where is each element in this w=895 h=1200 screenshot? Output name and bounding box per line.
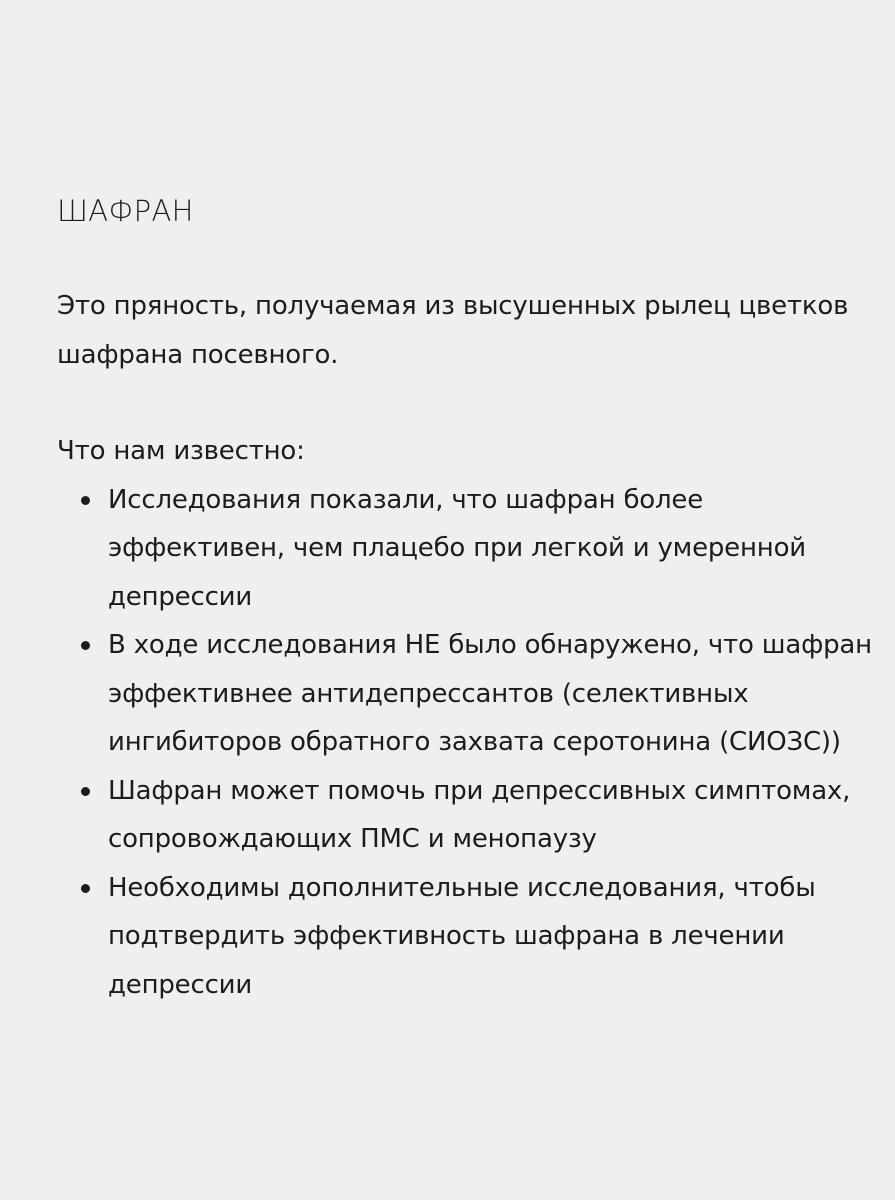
fact-item xyxy=(57,767,877,864)
bullet-icon xyxy=(81,496,90,505)
fact-text: В ходе исследования НЕ было обнаружено, что шафран эффективнее антидепрессантов (селективных ингибиторов обратного захвата серотонина (СИОЗС)) xyxy=(108,630,872,757)
bullet-icon xyxy=(81,787,90,796)
bullet-icon xyxy=(81,641,90,650)
fact-text: Исследования показали, что шафран более эффективен, чем плацебо при легкой и умеренной депрессии xyxy=(108,484,806,612)
fact-item xyxy=(57,476,877,622)
fact-item xyxy=(57,621,877,767)
bullet-icon xyxy=(81,884,90,893)
facts-list xyxy=(57,476,877,1010)
article xyxy=(57,186,877,1009)
page-title: ШАФРАН xyxy=(57,194,194,228)
intro-paragraph: Это пряность, получаемая из высушенных рылец цветков шафрана посевного. xyxy=(57,291,849,370)
known-facts-heading: Что нам известно: xyxy=(57,436,305,466)
fact-text: Необходимы дополнительные исследования, чтобы подтвердить эффективность шафрана в лечении депрессии xyxy=(108,872,816,1000)
fact-text: Шафран может помочь при депрессивных симптомах, сопровождающих ПМС и менопаузу xyxy=(108,775,851,854)
fact-item xyxy=(57,864,877,1010)
